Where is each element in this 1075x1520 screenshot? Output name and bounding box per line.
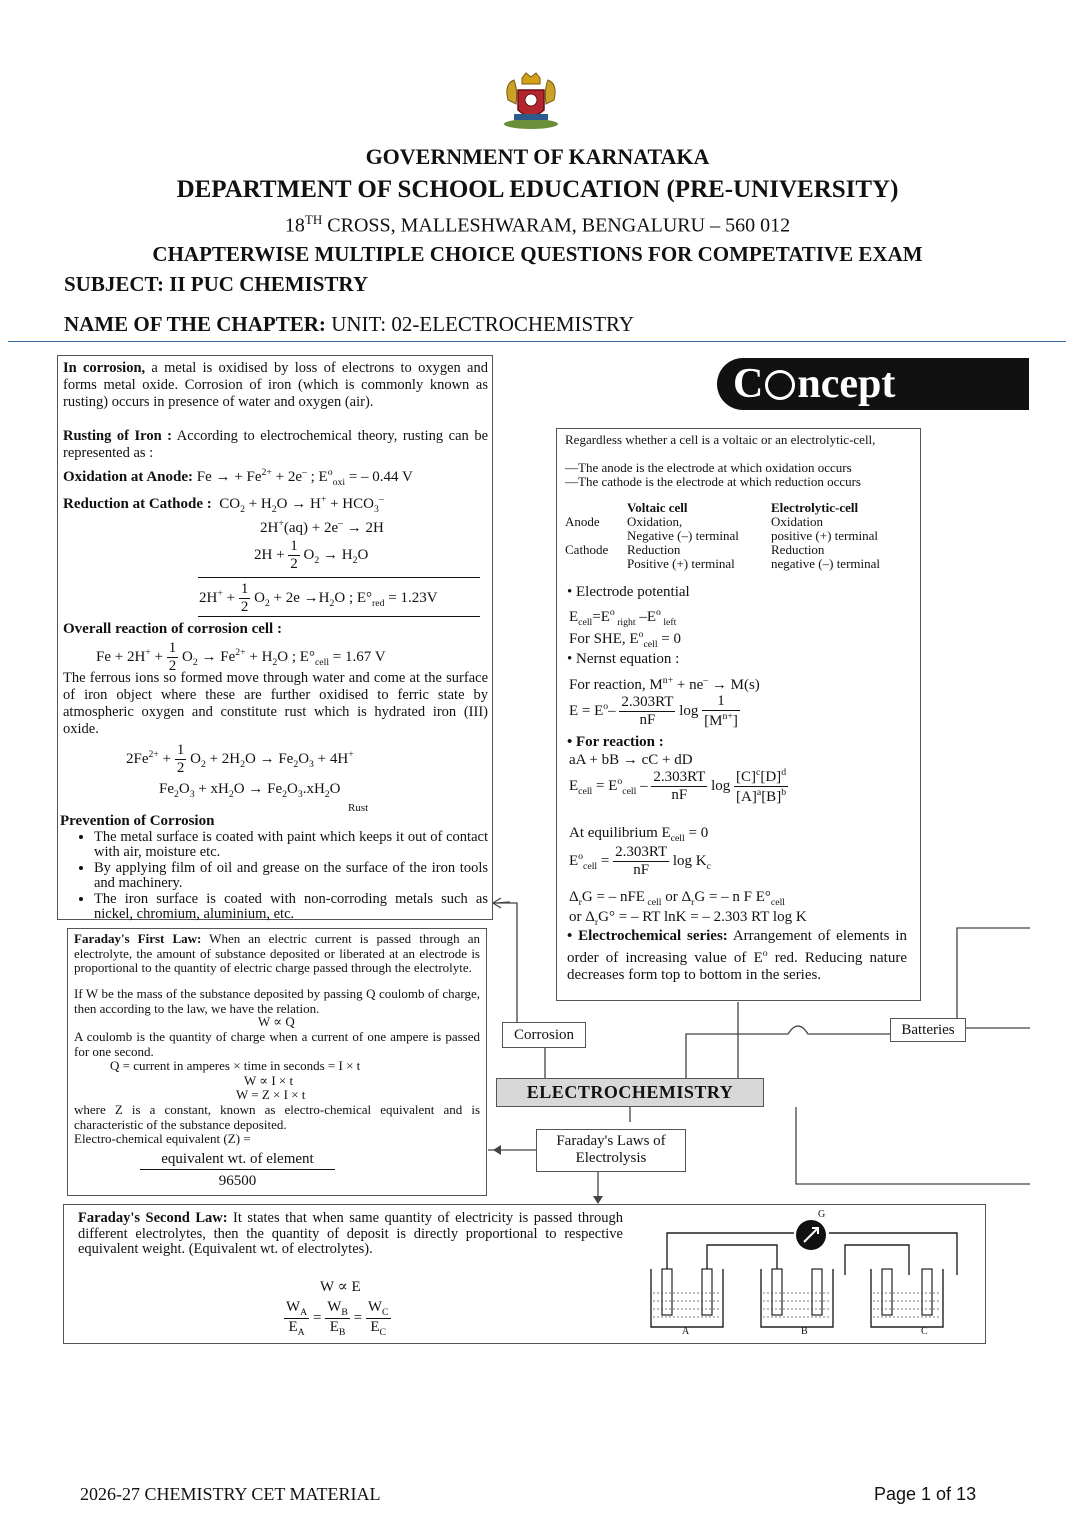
general-nernst: $E_{cell} = E^o_{cell}$ – $\frac{2.303RT}{nF}$ log $\frac{[C]^c[D]^d}{[A]^a[B]^b}$ [569, 767, 787, 805]
relation-w-it: W ∝ I × t [244, 1073, 294, 1088]
corrosion-node: Corrosion [502, 1022, 586, 1048]
faraday-laws-node: Faraday's Laws of Electrolysis [536, 1129, 686, 1172]
corrosion-intro: In corrosion, a metal is oxidised by loss of electrons to oxygen and forms metal oxide. Corrosion of iron (which is commonly known as rusting) occurs in presence of water and oxygen (air). [63, 360, 488, 410]
gibbs-equation-2: or $\Delta_rG^\circ$ = – RT lnK = – 2.303 RT log K [569, 909, 807, 928]
overall-title: Overall reaction of corrosion cell : [63, 621, 282, 637]
bulb-icon [765, 370, 795, 400]
page-number: Page 1 of 13 [874, 1484, 977, 1504]
header-title: CHAPTERWISE MULTIPLE CHOICE QUESTIONS FOR COMPETATIVE EXAM [152, 242, 923, 266]
cell-label-c: C [921, 1326, 928, 1337]
electrolytic-cells-diagram [639, 1209, 979, 1343]
header-department: DEPARTMENT OF SCHOOL EDUCATION (PRE-UNIVERSITY) [176, 176, 899, 203]
faraday-second-law-box [63, 1204, 986, 1344]
rust-label: Rust [348, 802, 369, 814]
rust-eq1: $2Fe^{2+}$ + $\frac{1}{2}$ $O_2 + 2H_2O \to Fe_2O_3 + 4H^+$ [126, 742, 354, 776]
charge-equation: Q = current in amperes × time in seconds = I × t [110, 1058, 361, 1073]
cell-cathode-line: —The cathode is the electrode at which reduction occurs [565, 474, 861, 489]
cell-label-b: B [801, 1326, 808, 1337]
chapter-line: NAME OF THE CHAPTER: UNIT: 02-ELECTROCHEMISTRY [64, 312, 635, 336]
prevention-item: • By applying film of oil and grease on the surface of the iron tools and machinery. [94, 861, 488, 890]
cathode-electrolytic-terminal: negative (–) terminal [771, 556, 881, 571]
prevention-list [58, 830, 488, 923]
electrochemistry-node: ELECTROCHEMISTRY [496, 1078, 764, 1107]
ferrous-paragraph: The ferrous ions so formed move through water and come at the surface of iron object where these are further oxidised to ferric state by atmospheric oxygen and constitute rust which is hydrated iron (III) oxide. [63, 670, 488, 737]
overall-reaction: Fe + 2H+ + $\frac{1}{2}$ $O_2 \to Fe^{2+} + H_2O$ ; $E^\circ_{cell} = 1.67$ V [96, 640, 386, 674]
z-definition: where Z is a constant, known as electro-chemical equivalent and is characteristic of the substance deposited. [74, 1102, 480, 1132]
cathode-voltaic-terminal: Positive (+) terminal [627, 556, 735, 571]
second-law-ratio: $\frac{W_A}{E_A}$ = $\frac{W_B}{E_B}$ = $\frac{W_C}{E_C}$ [286, 1299, 389, 1338]
cathode-eq3: 2H + $\frac{1}{2}$ $O_2 \to H_2O$ [254, 538, 369, 572]
ece-denominator: 96500 [218, 1173, 257, 1189]
cathode-eq2: 2H+(aq) + 2e– → 2H [260, 518, 384, 536]
anode-row-label: Anode [565, 514, 600, 529]
footer-material: 2026-27 CHEMISTRY CET MATERIAL [80, 1484, 381, 1504]
cell-box [556, 428, 921, 1001]
galvanometer-icon [796, 1220, 826, 1250]
prevention-item: • The metal surface is coated with paint which keeps it out of contact with air, moisture etc. [94, 830, 488, 859]
karnataka-emblem-icon [500, 70, 562, 132]
general-reaction: aA + bB → cC + dD [569, 752, 693, 768]
anode-electrolytic-terminal: positive (+) terminal [771, 528, 878, 543]
first-law-relation-text: If W be the mass of the substance deposited by passing Q coulomb of charge, then according to the law, we have the relation. [74, 986, 480, 1016]
cathode-voltaic: Reduction [627, 542, 681, 557]
for-reaction-title: • For reaction : [567, 734, 664, 750]
ecell-equation: $E_{cell}=E^o$ $_{right}$ $-E^o$ $_{left}$ [569, 607, 677, 628]
rust-eq2: $Fe_2O_3 + xH_2O \to Fe_2O_3.xH_2O$ [159, 781, 341, 800]
relation-w-e: W ∝ E [320, 1279, 361, 1295]
relation-w-q: W ∝ Q [258, 1014, 295, 1029]
equilibrium-line: At equilibrium $E_{cell} = 0$ [569, 825, 709, 844]
header-government: GOVERNMENT OF KARNATAKA [365, 144, 710, 169]
corrosion-box [57, 355, 493, 920]
galvanometer-label: G [818, 1209, 826, 1220]
sum-reaction: 2H+ + $\frac{1}{2}$ $O_2 + 2e \to H_2O$ ; $E^\circ_{red} = 1.23V$ [199, 581, 438, 615]
nernst-equation: $E = E^o-$ $\frac{2.303RT}{nF}$ log $\frac{1}{[M^{n+}]}$ [569, 693, 738, 729]
nernst-title: • Nernst equation : [567, 651, 680, 667]
gibbs-equation-1: $\Delta_rG$ = – nFE $_{cell}$ or $\Delta_rG$ = – n F $E^\circ_{cell}$ [569, 889, 785, 908]
subject-line: SUBJECT: II PUC CHEMISTRY [64, 272, 368, 296]
she-equation: For SHE, $E^o_{cell} = 0$ [569, 629, 682, 650]
faraday-first-law-box [67, 928, 487, 1196]
electrolytic-header: Electrolytic-cell [771, 500, 859, 515]
anode-electrolytic: Oxidation [771, 514, 823, 529]
cathode-row-label: Cathode [565, 542, 609, 557]
first-law-text: Faraday's First Law: When an electric current is passed through an electrolyte, the amount of substance deposited or liberated at an electrode is proportional to the quantity of electric charge passed through the electrolyte. [74, 931, 481, 975]
coulomb-definition: A coulomb is the quantity of charge when a current of one ampere is passed for one second. [74, 1029, 480, 1059]
nernst-reaction: For reaction, $M^{n+} + ne^- \to M(s)$ [569, 675, 760, 693]
cathode-electrolytic: Reduction [771, 542, 825, 557]
voltaic-header: Voltaic cell [627, 500, 688, 515]
ece-numerator: equivalent wt. of element [140, 1151, 335, 1170]
cell-anode-line: —The anode is the electrode at which oxidation occurs [565, 460, 852, 475]
anode-reaction: Oxidation at Anode: Fe → + $Fe^{2+} + 2e^-$ ; $E^o_{oxi}$ = – 0.44 V [63, 467, 413, 488]
cell-intro: Regardless whether a cell is a voltaic or an electrolytic-cell, [565, 432, 876, 447]
second-law-text: Faraday's Second Law: It states that when same quantity of electricity is passed through different electrolytes, then the quantity of deposit is directly proportional to respective equivalent weight. (Equivalent wt. of electrolytes). [78, 1210, 623, 1257]
concept-banner: C ncept [717, 358, 1029, 410]
header-address: 18TH CROSS, MALLESHWARAM, BENGALURU – 560 012 [284, 212, 791, 237]
anode-voltaic: Oxidation, [627, 514, 683, 529]
rusting-intro: Rusting of Iron : According to electrochemical theory, rusting can be represented as : [63, 428, 489, 461]
cathode-reaction: Reduction at Cathode : $CO_2 + H_2O \to H^+ + HCO_3^-$ [63, 494, 384, 515]
header-divider [8, 341, 1066, 342]
anode-voltaic-terminal: Negative (–) terminal [627, 528, 739, 543]
relation-w-zit: W = Z × I × t [236, 1087, 306, 1102]
ece-label: Electro-chemical equivalent (Z) = [74, 1131, 251, 1146]
prevention-item: • The iron surface is coated with non-corroding metals such as nickel, chromium, aluminium, etc. [94, 892, 488, 921]
cell-label-a: A [682, 1326, 690, 1337]
batteries-node: Batteries [890, 1018, 966, 1042]
equilibrium-equation: $E^o_{cell}$ = $\frac{2.303RT}{nF}$ $\log K_c$ [569, 844, 711, 878]
prevention-title: Prevention of Corrosion [60, 813, 215, 829]
electrochemical-series: • Electrochemical series: Arrangement of elements in order of increasing value of $E^o$ red. Reducing nature decreases form top to bottom in the series. [567, 928, 908, 983]
electrode-potential-title: • Electrode potential [567, 584, 690, 600]
